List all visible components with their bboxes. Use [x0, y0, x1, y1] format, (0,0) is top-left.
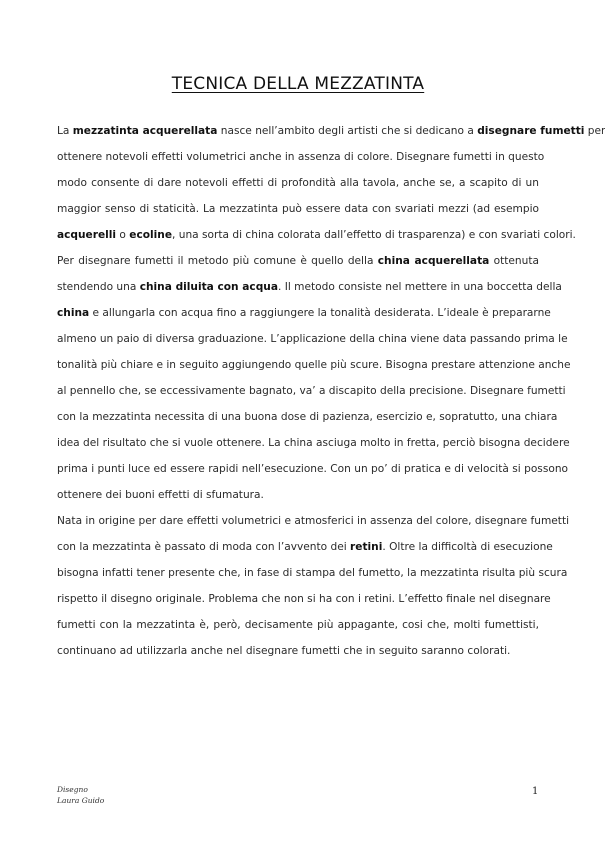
text-segment: almeno un paio di diversa graduazione. L’applicazione della china viene data passando prima le	[57, 333, 568, 345]
text-segment: ottenere dei buoni effetti di sfumatura.	[57, 489, 264, 501]
text-segment: stendendo una	[57, 281, 140, 293]
text-line	[57, 586, 551, 612]
text-line	[57, 300, 551, 326]
text-segment: . Il metodo consiste nel mettere in una boccetta della	[277, 281, 562, 293]
text-line	[57, 430, 570, 456]
text-segment: continuano ad utilizzarla anche nel disegnare fumetti che in seguito saranno colorati.	[57, 645, 511, 657]
text-line	[57, 118, 605, 144]
text-segment: ottenere notevoli effetti volumetrici anche in assenza di colore. Disegnare fumetti in questo	[57, 151, 545, 163]
paragraph-1	[57, 118, 605, 508]
text-line	[57, 404, 558, 430]
keyword: mezzatinta acquerellata	[72, 125, 218, 137]
keyword: retini	[350, 541, 383, 553]
page-number: 1	[532, 786, 539, 797]
footer-left	[57, 784, 104, 806]
text-segment: con la mezzatinta necessita di una buona dose di pazienza, esercizio e, sopratutto, una chiara	[57, 411, 558, 423]
keyword: ecoline	[129, 229, 172, 241]
text-segment: modo consente di dare notevoli effetti di profondità alla tavola, anche se, a scapito di un	[57, 177, 539, 189]
text-segment: al pennello che, se eccessivamente bagnato, va’ a discapito della precisione. Disegnare fumetti	[57, 385, 566, 397]
paragraph-2	[57, 508, 570, 664]
keyword: acquerelli	[57, 229, 117, 241]
page-title: TECNICA DELLA MEZZATINTA	[171, 74, 425, 94]
text-segment: per	[584, 125, 605, 137]
text-segment: bisogna infatti tener presente che, in fase di stampa del fumetto, la mezzatinta risulta più scura	[57, 567, 568, 579]
text-line	[57, 196, 539, 222]
text-line	[57, 456, 569, 482]
text-line	[57, 560, 568, 586]
text-segment: o	[116, 229, 130, 241]
text-segment: nasce nell’ambito degli artisti che si dedicano a	[217, 125, 478, 137]
text-segment: fumetti con la mezzatinta è, però, decisamente più appagante, cosi che, molti fumettisti,	[57, 619, 539, 631]
footer-subject: Disegno	[57, 785, 88, 794]
text-line	[57, 612, 539, 638]
text-segment: Nata in origine per dare effetti volumetrici e atmosferici in assenza del colore, disegnare fumetti	[57, 515, 570, 527]
text-line	[57, 534, 553, 560]
text-line	[57, 352, 571, 378]
text-line	[57, 248, 539, 274]
text-line	[57, 144, 545, 170]
text-line	[57, 222, 576, 248]
text-line	[57, 274, 562, 300]
keyword: china	[57, 307, 90, 319]
text-line	[57, 508, 570, 534]
footer-author: Laura Guido	[57, 796, 105, 805]
text-segment: con la mezzatinta è passato di moda con l’avvento dei	[57, 541, 351, 553]
body-text	[57, 118, 605, 664]
text-line	[57, 378, 566, 404]
text-line	[57, 482, 539, 508]
text-line	[57, 170, 539, 196]
keyword: china acquerellata	[377, 255, 490, 267]
keyword: disegnare fumetti	[477, 125, 585, 137]
text-line	[57, 638, 539, 664]
text-segment: idea del risultato che si vuole ottenere. La china asciuga molto in fretta, perciò bisogna decidere	[57, 437, 570, 449]
text-segment: e allungarla con acqua fino a raggiungere la tonalità desiderata. L’ideale è prepararne	[89, 307, 551, 319]
text-segment: prima i punti luce ed essere rapidi nell’esecuzione. Con un po’ di pratica e di velocità si possono	[57, 463, 569, 475]
text-segment: Per disegnare fumetti il metodo più comune è quello della	[57, 255, 378, 267]
text-segment: . Oltre la difficoltà di esecuzione	[382, 541, 553, 553]
text-segment: maggior senso di staticità. La mezzatinta può essere data con svariati mezzi (ad esempio	[57, 203, 539, 215]
text-segment: , una sorta di china colorata dall’effetto di trasparenza) e con svariati colori.	[172, 229, 576, 241]
text-segment: tonalità più chiare e in seguito aggiungendo quelle più scure. Bisogna prestare attenzione anche	[57, 359, 571, 371]
keyword: china diluita con acqua	[139, 281, 278, 293]
text-segment: La	[57, 125, 73, 137]
text-line	[57, 326, 568, 352]
text-segment: ottenuta	[489, 255, 539, 267]
text-segment: rispetto il disegno originale. Problema che non si ha con i retini. L’effetto finale nel disegnare	[57, 593, 551, 605]
